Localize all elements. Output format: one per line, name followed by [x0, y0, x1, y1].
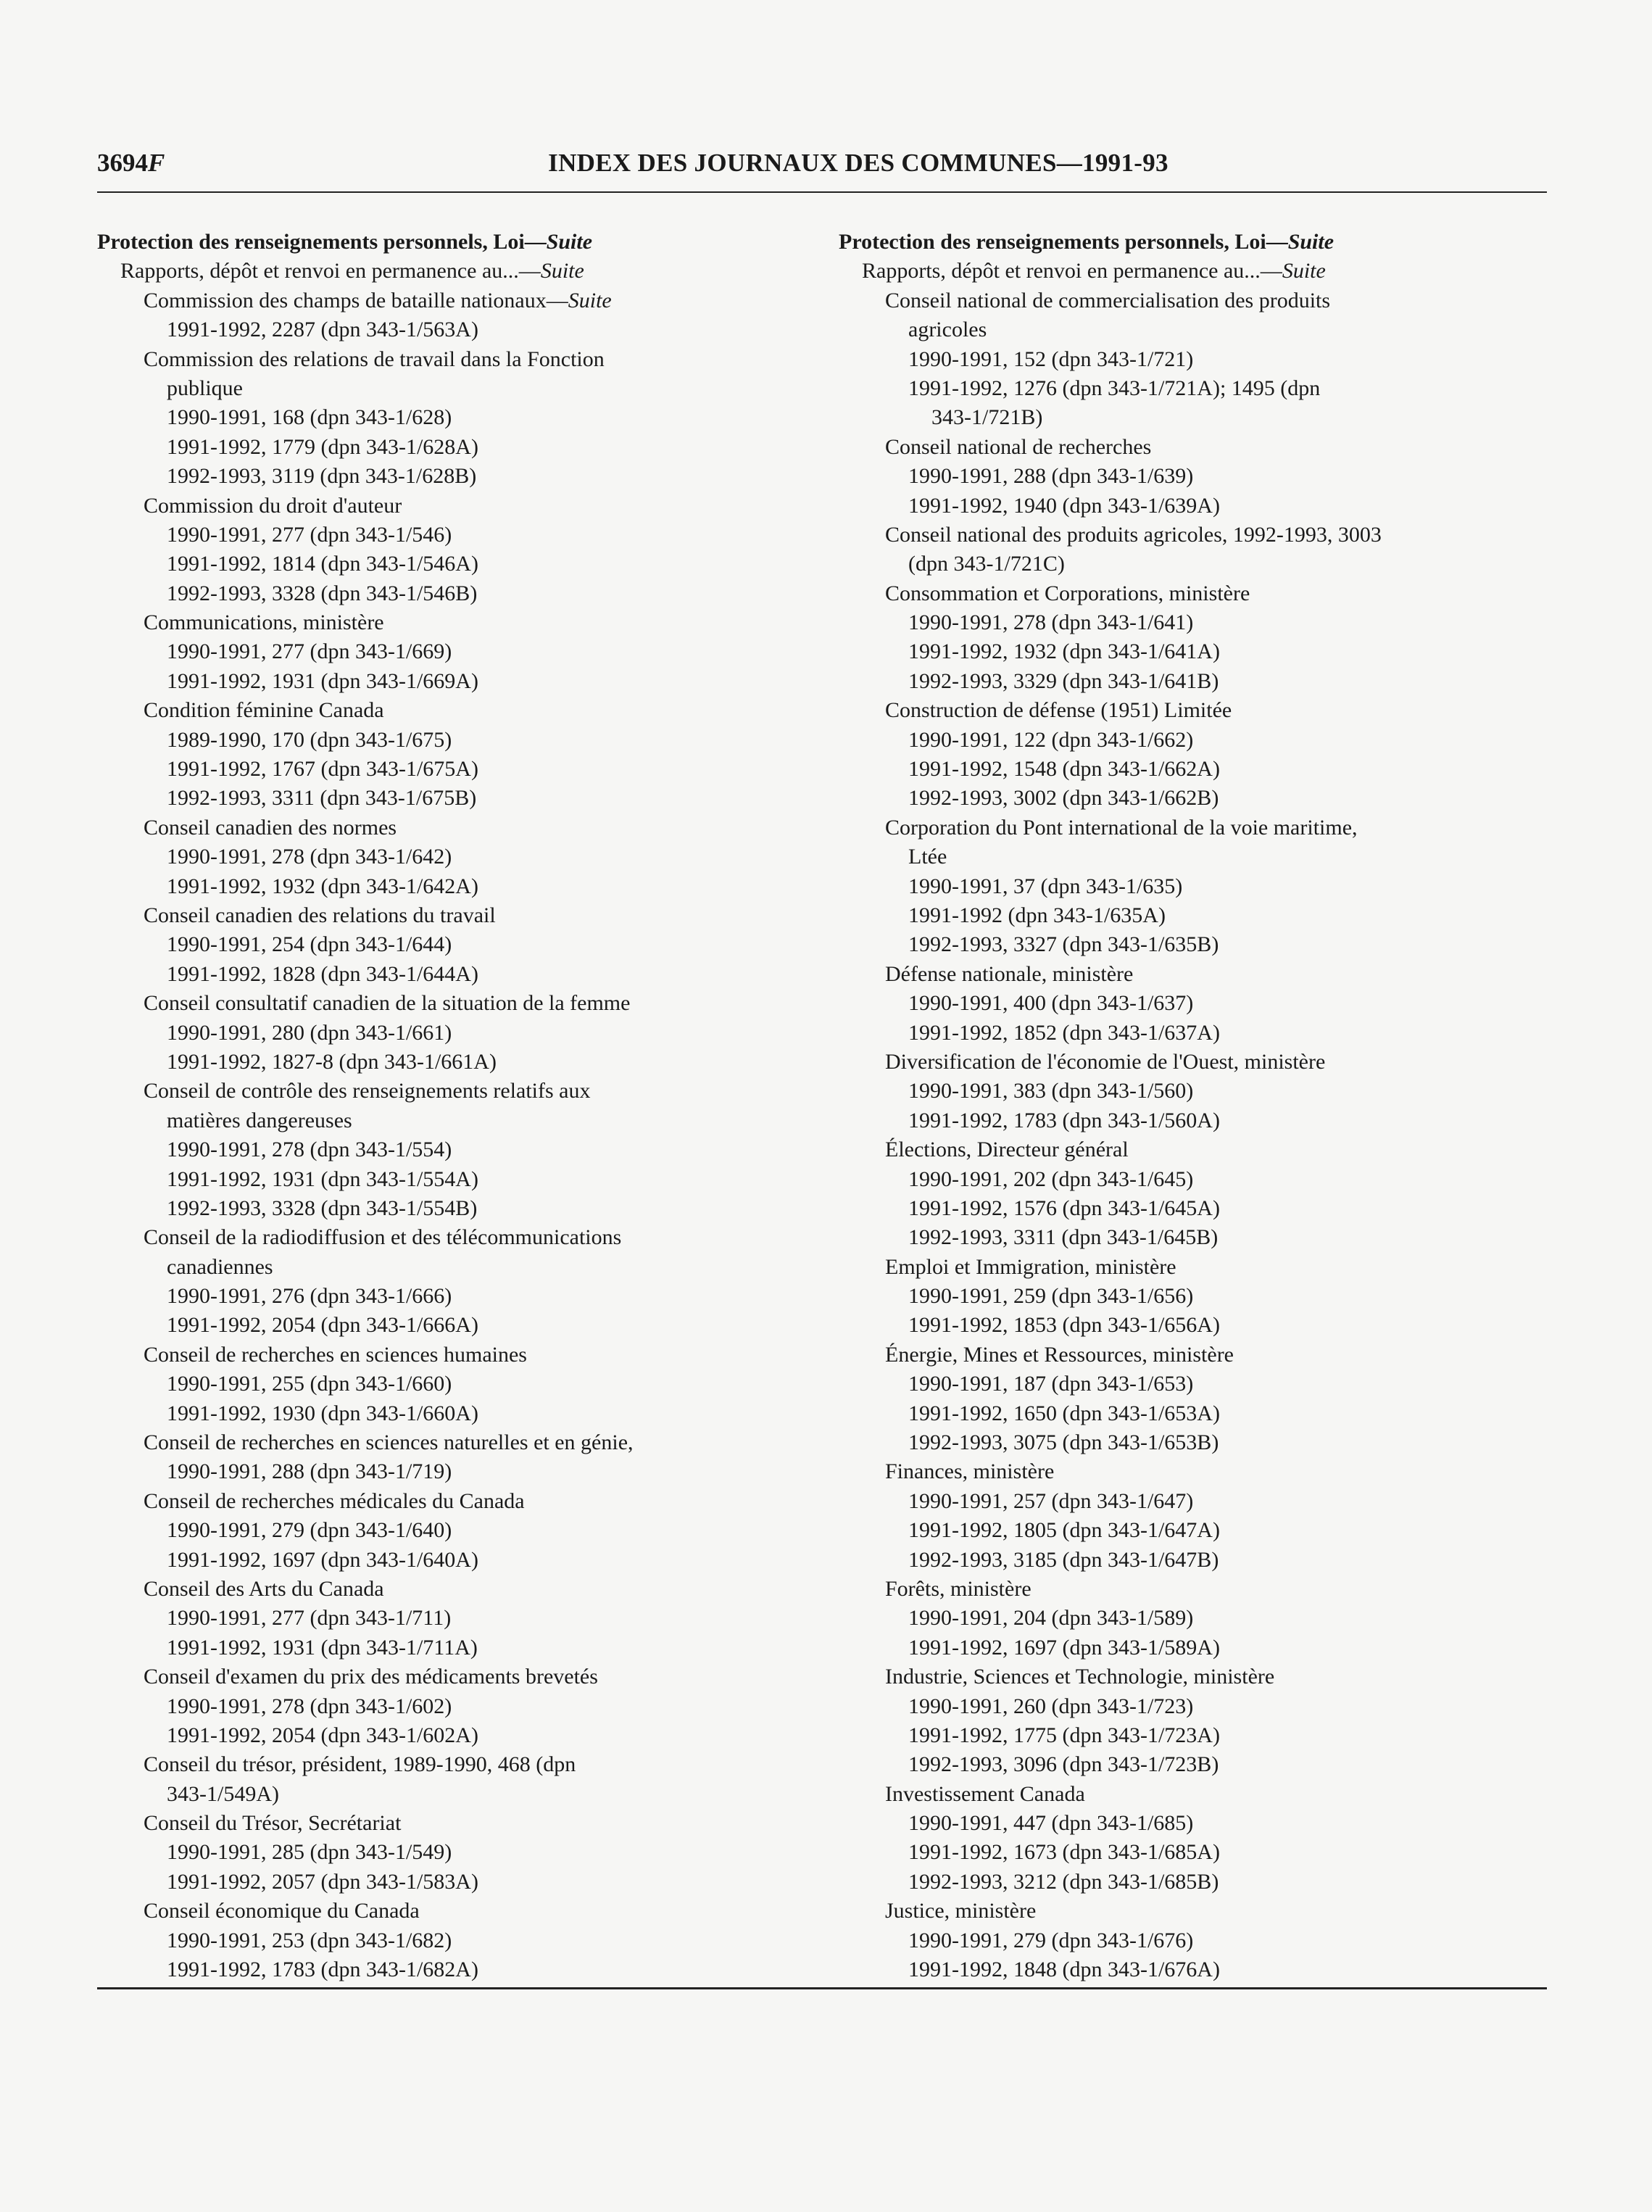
index-entry: [97, 726, 815, 755]
entry-text: 1992-1993, 3329 (dpn 343-1/641B): [908, 668, 1219, 693]
entry-text: 1991-1992, 1783 (dpn 343-1/682A): [167, 1958, 478, 1982]
entry-text: 1989-1990, 170 (dpn 343-1/675): [167, 727, 452, 752]
index-entry: [839, 1106, 1556, 1135]
index-entry: [97, 374, 815, 403]
entry-text: 1991-1992, 1697 (dpn 343-1/640A): [167, 1547, 478, 1572]
entry-text: 1991-1992 (dpn 343-1/635A): [908, 903, 1166, 927]
index-entry: [97, 1662, 815, 1691]
index-entry: [97, 1370, 815, 1399]
index-entry: [839, 1838, 1556, 1867]
index-entry: [839, 1487, 1556, 1516]
entry-text: 1990-1991, 278 (dpn 343-1/641): [908, 610, 1194, 635]
entry-text: 1992-1993, 3002 (dpn 343-1/662B): [908, 786, 1219, 811]
index-entry: [839, 726, 1556, 755]
entry-text: Conseil consultatif canadien de la situation de la femme: [144, 991, 631, 1016]
entry-text: 1991-1992, 2054 (dpn 343-1/602A): [167, 1723, 478, 1747]
entry-text: 1991-1992, 1276 (dpn 343-1/721A); 1495 (dpn: [908, 376, 1321, 400]
entry-text: 1990-1991, 400 (dpn 343-1/637): [908, 991, 1194, 1016]
entry-text: 1991-1992, 1827-8 (dpn 343-1/661A): [167, 1049, 497, 1074]
entry-text: 1991-1992, 1932 (dpn 343-1/641A): [908, 639, 1220, 664]
index-entry: [97, 1926, 815, 1955]
entry-text: Protection des renseignements personnels, Loi—: [839, 230, 1288, 254]
index-entry: [839, 784, 1556, 813]
entry-text: 1990-1991, 152 (dpn 343-1/721): [908, 347, 1194, 371]
index-entry: [839, 930, 1556, 959]
index-entry: [97, 872, 815, 901]
index-entry: [839, 1809, 1556, 1838]
index-entry: [839, 1662, 1556, 1691]
entry-text: Conseil canadien des relations du travail: [144, 903, 496, 927]
entry-text: 1990-1991, 280 (dpn 343-1/661): [167, 1020, 452, 1045]
index-entry: [839, 1926, 1556, 1955]
index-entry: [839, 960, 1556, 989]
entry-text: 1990-1991, 278 (dpn 343-1/554): [167, 1138, 452, 1162]
index-entry: [839, 1721, 1556, 1750]
index-entry: [839, 521, 1556, 550]
suite-label: Suite: [546, 230, 593, 254]
entry-text: 1990-1991, 288 (dpn 343-1/639): [908, 464, 1194, 489]
entry-text: 1991-1992, 1932 (dpn 343-1/642A): [167, 874, 478, 898]
entry-text: 1991-1992, 1931 (dpn 343-1/669A): [167, 668, 478, 693]
entry-text: 1991-1992, 1779 (dpn 343-1/628A): [167, 434, 478, 459]
index-column-left: [97, 228, 815, 1984]
index-entry: [97, 579, 815, 608]
entry-text: Énergie, Mines et Ressources, ministère: [885, 1342, 1234, 1367]
entry-text: Forêts, ministère: [885, 1576, 1032, 1601]
entry-text: 1991-1992, 1576 (dpn 343-1/645A): [908, 1196, 1220, 1220]
page-number: [97, 149, 165, 178]
entry-text: 1992-1993, 3075 (dpn 343-1/653B): [908, 1430, 1219, 1455]
entry-text: 1990-1991, 277 (dpn 343-1/546): [167, 522, 452, 547]
entry-text: Communications, ministère: [144, 610, 384, 635]
index-entry: [839, 315, 1556, 344]
index-heading: [97, 228, 815, 257]
entry-text: 343-1/549A): [167, 1781, 279, 1806]
index-entry: [97, 1135, 815, 1164]
index-entry: [97, 1633, 815, 1662]
entry-text: 1991-1992, 1783 (dpn 343-1/560A): [908, 1108, 1220, 1132]
entry-text: 1990-1991, 187 (dpn 343-1/653): [908, 1372, 1194, 1396]
index-entry: [97, 813, 815, 842]
index-entry: [839, 1399, 1556, 1428]
entry-text: 1990-1991, 383 (dpn 343-1/560): [908, 1079, 1194, 1103]
entry-text: Justice, ministère: [885, 1899, 1037, 1923]
entry-text: 1991-1992, 1767 (dpn 343-1/675A): [167, 757, 478, 782]
index-entry: [97, 1311, 815, 1340]
index-entry: [97, 696, 815, 725]
index-entry: [839, 345, 1556, 374]
index-entry: [839, 1077, 1556, 1106]
entry-text: 1991-1992, 1697 (dpn 343-1/589A): [908, 1635, 1220, 1660]
entry-text: 1990-1991, 254 (dpn 343-1/644): [167, 932, 452, 957]
entry-text: 1992-1993, 3185 (dpn 343-1/647B): [908, 1547, 1219, 1572]
entry-text: 1991-1992, 1548 (dpn 343-1/662A): [908, 757, 1220, 782]
index-entry: [839, 579, 1556, 608]
entry-text: Conseil de recherches en sciences humaines: [144, 1342, 527, 1367]
index-entry: [97, 1780, 815, 1809]
index-entry: [97, 1048, 815, 1077]
index-entry: [839, 550, 1556, 579]
entry-text: Conseil du trésor, président, 1989-1990, 468 (dpn: [144, 1752, 576, 1777]
entry-text: Conseil national de commercialisation des produits: [885, 288, 1331, 312]
entry-text: 1990-1991, 278 (dpn 343-1/602): [167, 1694, 452, 1718]
header-rule: [97, 191, 1547, 193]
index-entry: [97, 1282, 815, 1311]
running-title: INDEX DES JOURNAUX DES COMMUNES—1991-93: [548, 149, 1169, 177]
index-entry: [839, 1370, 1556, 1399]
index-entry: [97, 901, 815, 930]
index-heading: [839, 228, 1556, 257]
index-entry: [839, 872, 1556, 901]
index-entry: [839, 901, 1556, 930]
index-entry: [839, 1604, 1556, 1633]
entry-text: Conseil de recherches en sciences naturelles et en génie,: [144, 1430, 634, 1455]
entry-text: 1991-1992, 2054 (dpn 343-1/666A): [167, 1313, 478, 1338]
index-entry: [839, 813, 1556, 842]
entry-text: 1990-1991, 288 (dpn 343-1/719): [167, 1459, 452, 1484]
entry-text: 1990-1991, 168 (dpn 343-1/628): [167, 405, 452, 430]
index-entry: [97, 1487, 815, 1516]
index-entry: [839, 608, 1556, 637]
index-entry: [97, 784, 815, 813]
index-entry: [97, 1223, 815, 1252]
index-entry: [97, 1194, 815, 1223]
entry-text: 1991-1992, 1650 (dpn 343-1/653A): [908, 1401, 1220, 1425]
index-entry: [839, 433, 1556, 462]
entry-text: 1990-1991, 257 (dpn 343-1/647): [908, 1488, 1194, 1513]
entry-text: Commission des relations de travail dans la Fonction: [144, 347, 605, 371]
entry-text: 1990-1991, 279 (dpn 343-1/676): [908, 1928, 1194, 1952]
entry-text: 1991-1992, 1852 (dpn 343-1/637A): [908, 1020, 1220, 1045]
index-entry: [839, 989, 1556, 1018]
entry-text: 1990-1991, 204 (dpn 343-1/589): [908, 1606, 1194, 1631]
index-entry: [839, 1692, 1556, 1721]
entry-text: Consommation et Corporations, ministère: [885, 581, 1250, 605]
index-entry: [97, 550, 815, 579]
index-entry: [97, 755, 815, 784]
entry-text: 1990-1991, 260 (dpn 343-1/723): [908, 1694, 1194, 1718]
index-entry: [839, 1048, 1556, 1077]
entry-text: 1991-1992, 1673 (dpn 343-1/685A): [908, 1840, 1220, 1865]
page-number-digits: 3694: [97, 149, 148, 177]
index-entry: [97, 1604, 815, 1633]
index-entry: [839, 1633, 1556, 1662]
footer-rule: [97, 1987, 1547, 1989]
index-entry: [839, 1311, 1556, 1340]
entry-text: 1991-1992, 1814 (dpn 343-1/546A): [167, 552, 478, 576]
entry-text: 1990-1991, 37 (dpn 343-1/635): [908, 874, 1183, 898]
index-entry: [839, 462, 1556, 491]
index-entry: [839, 1575, 1556, 1604]
entry-text: 1990-1991, 276 (dpn 343-1/666): [167, 1284, 452, 1309]
index-entry: [839, 1780, 1556, 1809]
entry-text: 1991-1992, 1931 (dpn 343-1/711A): [167, 1635, 478, 1660]
entry-text: Commission des champs de bataille nationaux—: [144, 288, 568, 312]
index-entry: [97, 492, 815, 521]
entry-text: Conseil du Trésor, Secrétariat: [144, 1811, 402, 1836]
index-entry: [97, 1253, 815, 1282]
entry-text: 1991-1992, 1940 (dpn 343-1/639A): [908, 493, 1220, 518]
index-entry: [97, 842, 815, 871]
index-entry: [97, 1019, 815, 1048]
entry-text: 1990-1991, 202 (dpn 343-1/645): [908, 1167, 1194, 1191]
index-entry: [839, 667, 1556, 696]
entry-text: 1991-1992, 1931 (dpn 343-1/554A): [167, 1167, 478, 1191]
index-entry: [839, 403, 1556, 432]
index-entry: [839, 1135, 1556, 1164]
entry-text: Conseil d'examen du prix des médicaments brevetés: [144, 1665, 598, 1689]
entry-text: Diversification de l'économie de l'Ouest, ministère: [885, 1049, 1326, 1074]
index-entry: [97, 989, 815, 1018]
entry-text: Condition féminine Canada: [144, 698, 384, 723]
index-entry: [839, 492, 1556, 521]
index-entry: [97, 433, 815, 462]
entry-text: 1991-1992, 2287 (dpn 343-1/563A): [167, 318, 478, 342]
entry-text: 1992-1993, 3328 (dpn 343-1/554B): [167, 1196, 478, 1220]
entry-text: Rapports, dépôt et renvoi en permanence au...—: [862, 259, 1282, 283]
entry-text: 1990-1991, 279 (dpn 343-1/640): [167, 1518, 452, 1543]
index-entry: [97, 1575, 815, 1604]
entry-text: 1991-1992, 1805 (dpn 343-1/647A): [908, 1518, 1220, 1543]
suite-label: Suite: [540, 259, 584, 283]
index-entry: [839, 1019, 1556, 1048]
suite-label: Suite: [1282, 259, 1326, 283]
index-entry: [97, 1399, 815, 1428]
index-entry: [839, 1341, 1556, 1370]
index-entry: [839, 637, 1556, 666]
entry-text: 1992-1993, 3311 (dpn 343-1/675B): [167, 786, 477, 811]
index-entry: [839, 1868, 1556, 1897]
index-entry: [97, 637, 815, 666]
index-entry: [839, 1282, 1556, 1311]
index-entry: [839, 1428, 1556, 1457]
index-entry: [97, 1750, 815, 1779]
entry-text: (dpn 343-1/721C): [908, 552, 1065, 576]
index-entry: [839, 374, 1556, 403]
index-entry: [97, 1457, 815, 1486]
entry-text: 1992-1993, 3119 (dpn 343-1/628B): [167, 464, 477, 489]
entry-text: agricoles: [908, 318, 987, 342]
page-header: [97, 149, 1547, 189]
index-entry: [97, 930, 815, 959]
entry-text: Conseil national des produits agricoles, 1992-1993, 3003: [885, 522, 1382, 547]
entry-text: 1990-1991, 277 (dpn 343-1/669): [167, 639, 452, 664]
index-entry: [97, 315, 815, 344]
index-entry: [97, 960, 815, 989]
entry-text: 1991-1992, 1848 (dpn 343-1/676A): [908, 1958, 1220, 1982]
index-entry: [839, 696, 1556, 725]
entry-text: Défense nationale, ministère: [885, 961, 1134, 986]
index-entry: [839, 1955, 1556, 1984]
entry-text: Ltée: [908, 845, 947, 869]
index-entry: [839, 842, 1556, 871]
entry-text: 1991-1992, 1828 (dpn 343-1/644A): [167, 961, 478, 986]
index-entry: [839, 1750, 1556, 1779]
entry-text: Investissement Canada: [885, 1781, 1085, 1806]
entry-text: 1990-1991, 285 (dpn 343-1/549): [167, 1840, 452, 1865]
entry-text: 1990-1991, 259 (dpn 343-1/656): [908, 1284, 1194, 1309]
index-entry: [97, 667, 815, 696]
entry-text: Conseil économique du Canada: [144, 1899, 420, 1923]
entry-text: Conseil de contrôle des renseignements relatifs aux: [144, 1079, 591, 1103]
entry-text: publique: [167, 376, 243, 400]
index-entry: [839, 1223, 1556, 1252]
index-entry: [839, 1194, 1556, 1223]
entry-text: matières dangereuses: [167, 1108, 352, 1132]
index-entry: [97, 1428, 815, 1457]
entry-text: 1992-1993, 3311 (dpn 343-1/645B): [908, 1225, 1219, 1250]
index-entry: [97, 1838, 815, 1867]
entry-text: Emploi et Immigration, ministère: [885, 1254, 1176, 1279]
entry-text: 1990-1991, 255 (dpn 343-1/660): [167, 1372, 452, 1396]
index-entry: [839, 755, 1556, 784]
index-entry: [97, 1868, 815, 1897]
entry-text: Conseil national de recherches: [885, 434, 1152, 459]
entry-text: Conseil de la radiodiffusion et des télécommunications: [144, 1225, 622, 1250]
index-entry: [839, 1457, 1556, 1486]
entry-text: Rapports, dépôt et renvoi en permanence au...—: [120, 259, 541, 283]
index-entry: [839, 286, 1556, 315]
index-entry: [839, 1546, 1556, 1575]
entry-text: 1990-1991, 277 (dpn 343-1/711): [167, 1606, 452, 1631]
entry-text: 1990-1991, 447 (dpn 343-1/685): [908, 1811, 1194, 1836]
index-entry: [97, 1077, 815, 1106]
entry-text: 1992-1993, 3096 (dpn 343-1/723B): [908, 1752, 1219, 1777]
index-entry: [839, 1897, 1556, 1926]
entry-text: 1992-1993, 3327 (dpn 343-1/635B): [908, 932, 1219, 957]
page-number-suffix: F: [148, 149, 165, 177]
index-entry: [839, 1165, 1556, 1194]
index-entry: [97, 1897, 815, 1926]
index-entry: [97, 1546, 815, 1575]
entry-text: Corporation du Pont international de la voie maritime,: [885, 815, 1358, 840]
entry-text: 1992-1993, 3328 (dpn 343-1/546B): [167, 581, 478, 605]
index-entry: [97, 521, 815, 550]
index-entry: [97, 1955, 815, 1984]
index-entry: [97, 1165, 815, 1194]
entry-text: Conseil de recherches médicales du Canada: [144, 1488, 525, 1513]
index-entry: [839, 1253, 1556, 1282]
index-entry: [97, 1692, 815, 1721]
entry-text: Conseil canadien des normes: [144, 815, 397, 840]
entry-text: Finances, ministère: [885, 1459, 1055, 1484]
index-entry: [97, 1721, 815, 1750]
entry-text: 1991-1992, 2057 (dpn 343-1/583A): [167, 1869, 478, 1894]
entry-text: Commission du droit d'auteur: [144, 493, 402, 518]
index-entry: [97, 1341, 815, 1370]
index-column-right: [839, 228, 1556, 1984]
index-entry: [97, 345, 815, 374]
entry-text: Construction de défense (1951) Limitée: [885, 698, 1232, 723]
index-entry: [97, 1809, 815, 1838]
index-entry: [97, 1106, 815, 1135]
index-entry: [97, 286, 815, 315]
entry-text: Élections, Directeur général: [885, 1138, 1129, 1162]
entry-text: 343-1/721B): [931, 405, 1043, 430]
entry-text: 1992-1993, 3212 (dpn 343-1/685B): [908, 1869, 1219, 1894]
entry-text: 1991-1992, 1853 (dpn 343-1/656A): [908, 1313, 1220, 1338]
index-entry: [97, 462, 815, 491]
entry-text: Protection des renseignements personnels, Loi—: [97, 230, 547, 254]
suite-label: Suite: [568, 288, 612, 312]
entry-text: 1990-1991, 253 (dpn 343-1/682): [167, 1928, 452, 1952]
entry-text: 1990-1991, 122 (dpn 343-1/662): [908, 727, 1194, 752]
entry-text: 1991-1992, 1930 (dpn 343-1/660A): [167, 1401, 478, 1425]
entry-text: canadiennes: [167, 1254, 273, 1279]
suite-label: Suite: [1287, 230, 1335, 254]
index-entry: [97, 1516, 815, 1545]
entry-text: Conseil des Arts du Canada: [144, 1576, 384, 1601]
entry-text: 1991-1992, 1775 (dpn 343-1/723A): [908, 1723, 1220, 1747]
index-entry: [839, 1516, 1556, 1545]
entry-text: 1990-1991, 278 (dpn 343-1/642): [167, 845, 452, 869]
entry-text: Industrie, Sciences et Technologie, ministère: [885, 1665, 1275, 1689]
index-subheading: [839, 257, 1556, 286]
index-subheading: [97, 257, 815, 286]
index-entry: [97, 403, 815, 432]
index-entry: [97, 608, 815, 637]
